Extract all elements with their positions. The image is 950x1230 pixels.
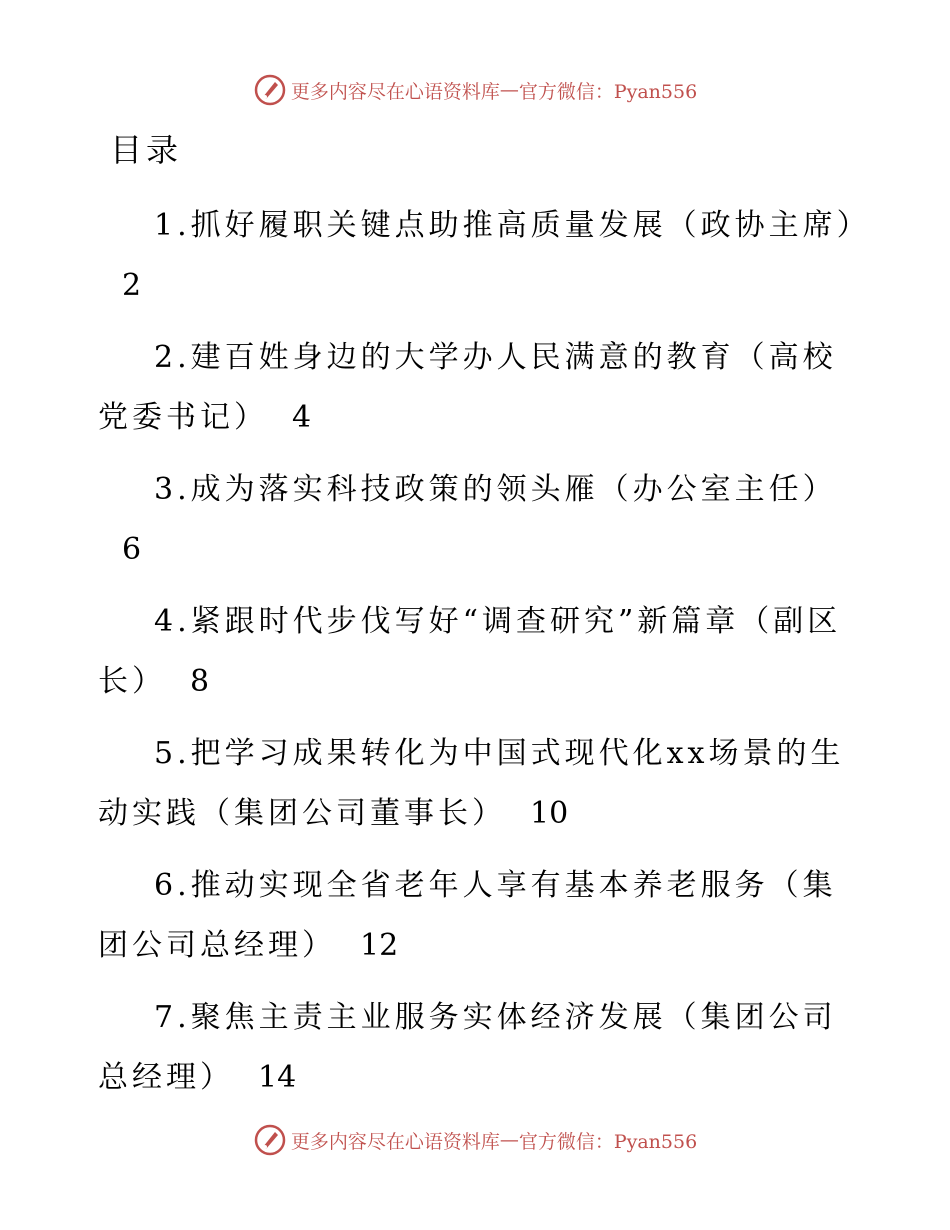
toc-item-page: 12 — [360, 928, 399, 963]
pen-logo-icon — [253, 73, 287, 107]
toc-item-label: 3.成为落实科技政策的领头雁（办公室主任） — [154, 472, 837, 507]
toc-item-page: 10 — [530, 796, 569, 831]
toc-item[interactable] — [98, 724, 858, 844]
footer-banner — [0, 1120, 950, 1160]
toc-item-page: 8 — [190, 664, 210, 699]
table-of-contents — [98, 196, 871, 1120]
banner-wechat: 官方微信：Pyan556 — [518, 80, 698, 103]
toc-item-label: 1.抓好履职关键点助推高质量发展（政协主席） — [154, 208, 871, 243]
toc-item[interactable] — [98, 592, 858, 712]
toc-item-label: 2.建百姓身边的大学办人民满意的教育（高校党委书记） — [98, 340, 837, 435]
toc-item[interactable] — [98, 988, 858, 1108]
toc-item-label: 4.紧跟时代步伐写好“调查研究”新篇章（副区长） — [98, 604, 842, 699]
toc-item-page: 2 — [122, 268, 142, 303]
banner-dash: — — [499, 1129, 519, 1151]
toc-item[interactable] — [98, 856, 858, 976]
toc-item[interactable] — [98, 196, 871, 316]
toc-item-label: 6.推动实现全省老年人享有基本养老服务（集团公司总经理） — [98, 868, 837, 963]
toc-item-page: 6 — [122, 532, 142, 567]
toc-item-page: 14 — [258, 1060, 297, 1095]
pen-logo-icon — [253, 1123, 287, 1157]
banner-wechat: 官方微信：Pyan556 — [518, 1130, 698, 1153]
toc-item[interactable] — [98, 460, 858, 580]
page-title: 目录 — [110, 131, 183, 169]
toc-item[interactable] — [98, 328, 858, 448]
banner-text: 更多内容尽在心语资料库 — [290, 1130, 500, 1153]
header-banner — [0, 70, 950, 110]
banner-text: 更多内容尽在心语资料库 — [290, 80, 500, 103]
toc-item-label: 5.把学习成果转化为中国式现代化xx场景的生动实践（集团公司董事长） — [98, 736, 845, 831]
toc-item-page: 4 — [292, 400, 312, 435]
toc-item-label: 7.聚焦主责主业服务实体经济发展（集团公司总经理） — [98, 1000, 837, 1095]
banner-dash: — — [499, 79, 519, 101]
